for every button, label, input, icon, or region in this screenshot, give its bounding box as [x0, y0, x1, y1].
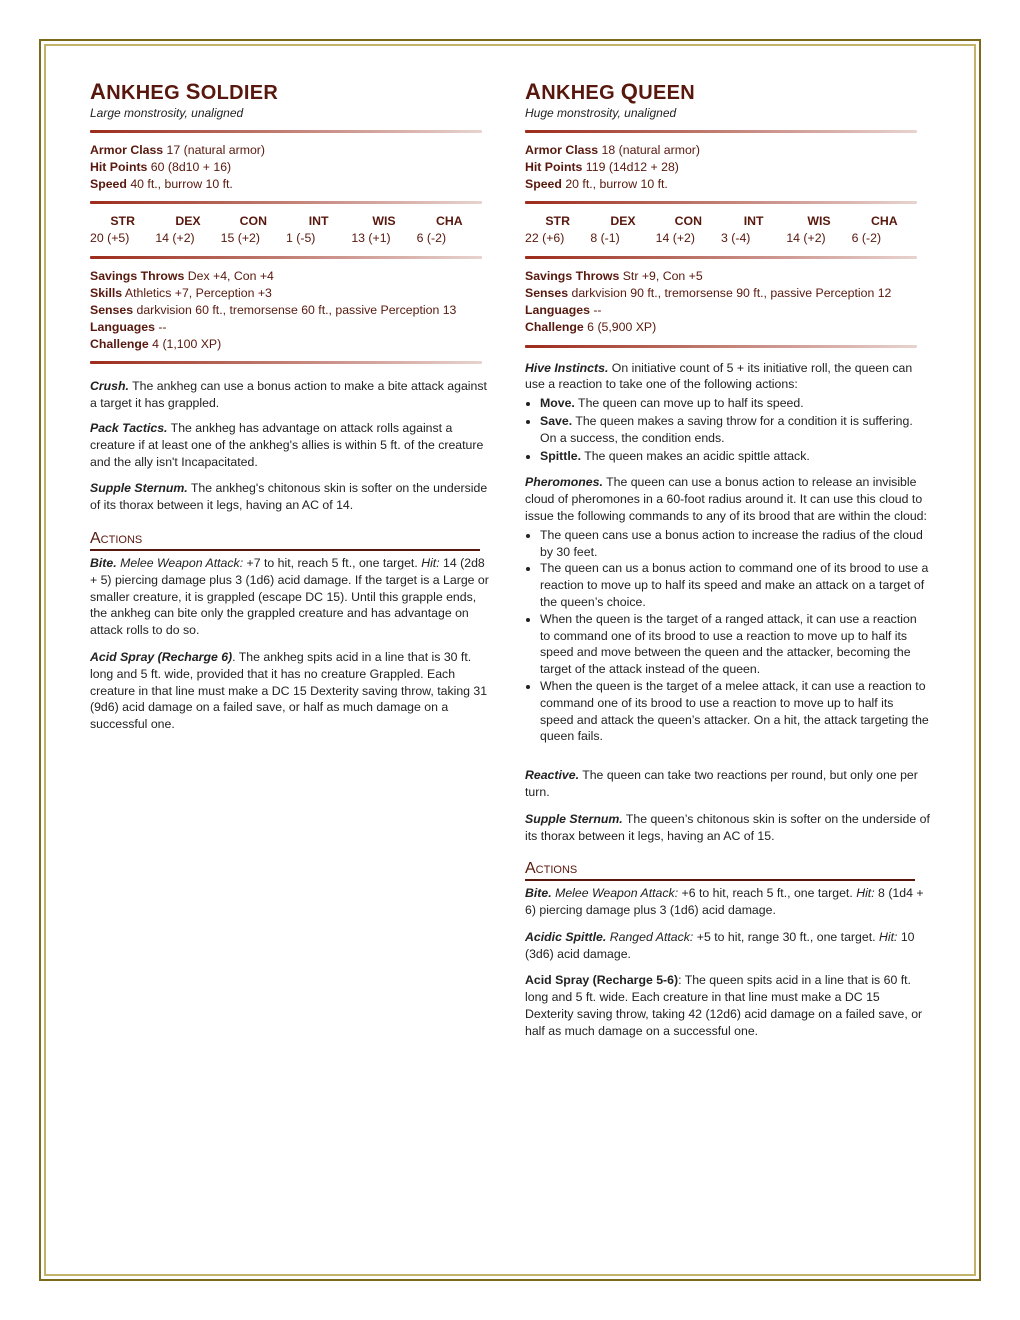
list-item: • Save. The queen makes a saving throw for a condition it is suffering. On a success, the condition ends.	[540, 413, 930, 447]
queen-action-acidic-spittle: Acidic Spittle. Ranged Attack: +5 to hit, range 30 ft., one target. Hit: 10 (3d6) acid damage.	[525, 929, 915, 961]
soldier-saving-throws: Savings Throws Dex +4, Con +4	[90, 269, 274, 284]
ability-label: CON	[674, 214, 702, 229]
soldier-hit-points: Hit Points 60 (8d10 + 16)	[90, 159, 232, 174]
soldier-trait-crush: Crush. The ankheg can use a bonus action to make a bite attack against a target it has grappled.	[90, 379, 487, 411]
ability-score: 14 (+2)	[655, 231, 695, 246]
ability-label: DEX	[610, 214, 636, 229]
queen-trait-pheromones: Pheromones. The queen can use a bonus action to release an invisible cloud of pheromones in a 60-foot radius around it. It can use this cloud to issue the following commands to any of its brood that are within the cloud:	[525, 475, 927, 523]
queen-statblock	[525, 80, 930, 1048]
queen-hive-list	[525, 395, 930, 464]
divider	[525, 256, 917, 259]
queen-type: Huge monstrosity, unaligned	[525, 106, 677, 120]
soldier-type: Large monstrosity, unaligned	[90, 106, 244, 120]
ability-score: 1 (-5)	[286, 231, 316, 246]
list-item: • The queen can us a bonus action to command one of its brood to use a reaction to move up to half its speed and make an attack on a target of the queen’s choice.	[540, 560, 930, 610]
soldier-armor-class: Armor Class 17 (natural armor)	[90, 143, 265, 157]
queen-pheromones-list	[525, 527, 930, 745]
ability-label: WIS	[807, 214, 831, 229]
ability-score: 20 (+5)	[90, 231, 130, 246]
list-item: • The queen cans use a bonus action to increase the radius of the cloud by 30 feet.	[540, 527, 930, 561]
queen-actions-heading: Actions	[525, 860, 915, 881]
ability-label: DEX	[175, 214, 201, 229]
queen-action-bite: Bite. Melee Weapon Attack: +6 to hit, reach 5 ft., one target. Hit: 8 (1d4 + 6) piercing damage plus 3 (1d6) acid damage.	[525, 886, 924, 918]
divider	[525, 130, 917, 133]
ability-label: INT	[308, 214, 329, 229]
ability-score: 6 (-2)	[416, 231, 447, 246]
queen-trait-hive-instincts: Hive Instincts. On initiative count of 5 + its initiative roll, the queen can use a reaction to take one of the following actions:	[525, 360, 913, 392]
divider	[90, 256, 482, 259]
queen-armor-class: Armor Class 18 (natural armor)	[525, 143, 700, 157]
soldier-speed: Speed 40 ft., burrow 10 ft.	[90, 176, 233, 191]
queen-trait-reactive: Reactive. The queen can take two reactions per round, but only one per turn.	[525, 768, 918, 799]
ability-score: 6 (-2)	[851, 231, 882, 246]
soldier-actions-heading: Actions	[90, 530, 480, 551]
queen-action-acid-spray: Acid Spray (Recharge 5-6): The queen spits acid in a line that is 60 ft. long and 5 ft. wide. Each creature in that line must make a DC 15 Dexterity saving throw, taking 42 (12d6) acid damage on a failed save, or half as much damage on a successful one.	[525, 973, 923, 1038]
ability-label: STR	[545, 214, 570, 229]
soldier-action-acid-spray: Acid Spray (Recharge 6). The ankheg spits acid in a line that is 30 ft. long and 5 ft. wide, provided that it has no creature Grappled. Each creature in that line must make a DC 15 Dexterity saving throw, taking 31 (9d6) acid damage on a failed save, or half as much damage on a successful one.	[90, 649, 488, 732]
soldier-languages: Languages --	[90, 319, 167, 334]
list-item: • Move. The queen can move up to half its speed.	[540, 395, 930, 412]
ability-score: 15 (+2)	[220, 231, 260, 246]
soldier-statblock	[90, 80, 495, 741]
list-item: • When the queen is the target of a ranged attack, it can use a reaction to command one of its brood to use a reaction to move up to half its speed and move between the queen and the attacker, becoming the target of the attack instead of the queen.	[540, 611, 930, 678]
divider	[90, 201, 482, 204]
ability-label: CHA	[871, 214, 898, 229]
queen-saving-throws: Savings Throws Str +9, Con +5	[525, 269, 703, 284]
queen-senses: Senses darkvision 90 ft., tremorsense 90 ft., passive Perception 12	[525, 286, 892, 301]
divider	[525, 201, 917, 204]
soldier-action-bite: Bite. Melee Weapon Attack: +7 to hit, reach 5 ft., one target. Hit: 14 (2d8 + 5) piercing damage plus 3 (1d6) acid damage. If the target is a Large or smaller creature, it is grappled (escape DC 15). Until this grapple ends, the ankheg can bite only the grappled creature and has advantage on attack rolls to do so.	[90, 555, 489, 638]
soldier-trait-supple-sternum: Supple Sternum. The ankheg's chitonous skin is softer on the underside of its thorax between it legs, having an AC of 14.	[90, 481, 488, 513]
ability-score: 22 (+6)	[525, 231, 565, 246]
divider	[525, 345, 917, 348]
divider	[90, 130, 482, 133]
soldier-skills: Skills Athletics +7, Perception +3	[90, 286, 272, 301]
queen-hit-points: Hit Points 119 (14d12 + 28)	[525, 159, 679, 174]
soldier-challenge: Challenge 4 (1,100 XP)	[90, 336, 222, 351]
list-item: • When the queen is the target of a melee attack, it can use a reaction to command one of its brood to use a reaction to move up to half its speed and attack the queen’s attacker. On a hit, the attack targeting the queen fails.	[540, 678, 930, 745]
soldier-ability-scores	[90, 213, 482, 247]
ability-score: 14 (+2)	[155, 231, 195, 246]
ability-label: WIS	[372, 214, 396, 229]
ability-label: CON	[239, 214, 267, 229]
queen-challenge: Challenge 6 (5,900 XP)	[525, 319, 657, 334]
ability-label: STR	[110, 214, 135, 229]
queen-languages: Languages --	[525, 302, 602, 317]
ability-score: 13 (+1)	[351, 231, 391, 246]
ability-label: CHA	[436, 214, 463, 229]
queen-ability-scores	[525, 213, 917, 247]
soldier-senses: Senses darkvision 60 ft., tremorsense 60 ft., passive Perception 13	[90, 302, 457, 317]
ability-label: INT	[743, 214, 764, 229]
ability-score: 14 (+2)	[786, 231, 826, 246]
divider	[90, 361, 482, 364]
ability-score: 8 (-1)	[590, 231, 620, 246]
soldier-trait-pack-tactics: Pack Tactics. The ankheg has advantage on attack rolls against a creature if at least one of the ankheg's allies is within 5 ft. of the creature and the ally isn't Incapacitated.	[90, 420, 484, 469]
ability-score: 3 (-4)	[721, 231, 751, 246]
queen-speed: Speed 20 ft., burrow 10 ft.	[525, 176, 668, 191]
soldier-name: ANKHEG SOLDIER	[90, 79, 279, 104]
list-item: • Spittle. The queen makes an acidic spittle attack.	[540, 448, 930, 465]
queen-name: ANKHEG QUEEN	[525, 79, 695, 104]
queen-trait-supple-sternum: Supple Sternum. The queen’s chitonous skin is softer on the underside of its thorax between it legs, having an AC of 15.	[525, 811, 930, 843]
